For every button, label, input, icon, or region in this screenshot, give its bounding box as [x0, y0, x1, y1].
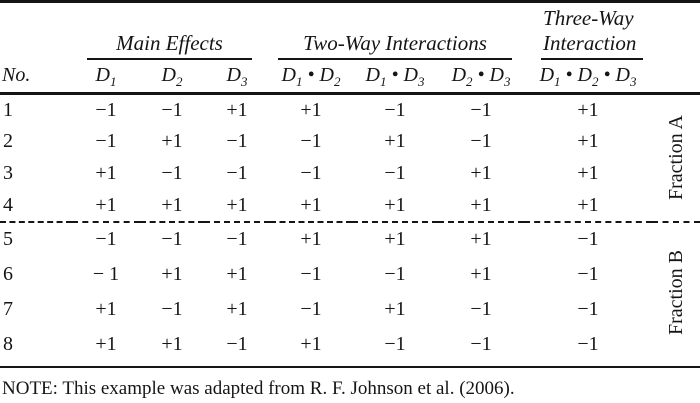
design-table: [0, 3, 700, 362]
value-cell: −1: [524, 222, 652, 257]
group-header-two-way: [270, 3, 524, 60]
value-cell: −1: [161, 98, 183, 121]
three-way-label-line2: Interaction: [543, 31, 637, 55]
group-header-three-way: [524, 3, 652, 60]
value-cell: −1: [161, 297, 183, 320]
row-number-cell: 6: [3, 262, 13, 285]
value-cell: −1: [72, 222, 140, 257]
col-header-d1d2: $D_1$ • $D_2$: [270, 60, 352, 94]
value-cell: +1: [577, 193, 599, 216]
value-cell: +1: [226, 98, 248, 121]
col-header-d2: $D_2$: [140, 60, 204, 94]
three-way-underline: [541, 6, 643, 60]
value-cell: −1: [384, 332, 406, 355]
value-cell: +1: [95, 297, 117, 320]
row-number-cell: 7: [3, 297, 13, 320]
value-cell: +1: [384, 130, 406, 152]
value-cell: −1: [470, 98, 492, 121]
value-cell: −1: [226, 162, 248, 184]
value-cell: −1: [577, 297, 599, 320]
value-cell: +1: [470, 162, 492, 184]
col-header-d3: $D_3$: [204, 60, 270, 94]
table-row: [0, 190, 700, 222]
table-row: [0, 126, 700, 158]
value-cell: +1: [161, 262, 183, 285]
table-row: [0, 257, 700, 292]
value-cell: +1: [226, 262, 248, 285]
fraction-a-cell: [652, 94, 700, 222]
col-header-fraction-spacer: [652, 60, 700, 94]
value-cell: +1: [577, 98, 599, 121]
group-header-fraction-spacer: [652, 3, 700, 60]
row-number-cell: 2: [3, 130, 13, 152]
value-cell: +1: [270, 222, 352, 257]
column-header-row: [0, 60, 700, 94]
value-cell: +1: [300, 332, 322, 355]
col-header-no: No.: [0, 60, 72, 94]
value-cell: +1: [577, 162, 599, 184]
row-number-cell: 1: [3, 98, 13, 121]
value-cell: −1: [300, 262, 322, 285]
value-cell: −1: [577, 332, 599, 355]
value-cell: −1: [470, 130, 492, 152]
bottom-rule: [0, 366, 700, 368]
value-cell: −1: [140, 222, 204, 257]
value-cell: −1: [226, 332, 248, 355]
value-cell: +1: [352, 222, 438, 257]
table-row: [0, 158, 700, 190]
col-header-d1: $D_1$: [72, 60, 140, 94]
value-cell: +1: [470, 262, 492, 285]
value-cell: +1: [161, 193, 183, 216]
value-cell: −1: [384, 98, 406, 121]
value-cell: −1: [95, 130, 117, 152]
two-way-underline: [278, 31, 512, 60]
value-cell: +1: [470, 193, 492, 216]
value-cell: −1: [300, 130, 322, 152]
value-cell: +1: [438, 222, 524, 257]
group-header-spacer: [0, 3, 72, 60]
value-cell: +1: [577, 130, 599, 152]
value-cell: −1: [470, 297, 492, 320]
value-cell: −1: [300, 162, 322, 184]
value-cell: −1: [384, 262, 406, 285]
value-cell: +1: [384, 193, 406, 216]
value-cell: −1: [577, 262, 599, 285]
table-row: [0, 292, 700, 327]
row-number-cell: 4: [3, 193, 13, 216]
value-cell: +1: [384, 297, 406, 320]
three-way-label-line1: Three-Way: [543, 6, 634, 30]
row-number-cell: 8: [3, 332, 13, 355]
value-cell: +1: [95, 193, 117, 216]
value-cell: +1: [300, 193, 322, 216]
value-cell: −1: [470, 332, 492, 355]
value-cell: +1: [161, 332, 183, 355]
value-cell: − 1: [92, 262, 120, 285]
value-cell: +1: [95, 332, 117, 355]
col-header-d1d2d3: $D_1$ • $D_2$ • $D_3$: [524, 60, 652, 94]
group-header-main-effects: [72, 3, 270, 60]
row-number-cell: 5: [0, 222, 72, 257]
value-cell: −1: [300, 297, 322, 320]
table-row: [0, 222, 700, 257]
value-cell: −1: [204, 222, 270, 257]
table-row: [0, 327, 700, 362]
group-header-row: [0, 3, 700, 60]
value-cell: +1: [95, 162, 117, 184]
col-header-d1d3: $D_1$ • $D_3$: [352, 60, 438, 94]
value-cell: −1: [384, 162, 406, 184]
value-cell: +1: [226, 193, 248, 216]
fraction-a-label: Fraction A: [665, 115, 688, 201]
main-effects-label: Main Effects: [116, 31, 223, 55]
fraction-b-label: Fraction B: [665, 249, 688, 335]
row-number-cell: 3: [3, 162, 13, 184]
value-cell: −1: [161, 162, 183, 184]
value-cell: −1: [226, 130, 248, 152]
col-header-d2d3: $D_2$ • $D_3$: [438, 60, 524, 94]
main-effects-underline: [87, 31, 252, 60]
value-cell: +1: [300, 98, 322, 121]
value-cell: +1: [161, 130, 183, 152]
value-cell: +1: [226, 297, 248, 320]
note-text: NOTE: This example was adapted from R. F. Johnson et al. (2006).: [2, 377, 515, 399]
fraction-b-cell: [652, 222, 700, 362]
table-row: [0, 94, 700, 126]
two-way-label: Two-Way Interactions: [303, 31, 487, 55]
value-cell: −1: [95, 98, 117, 121]
